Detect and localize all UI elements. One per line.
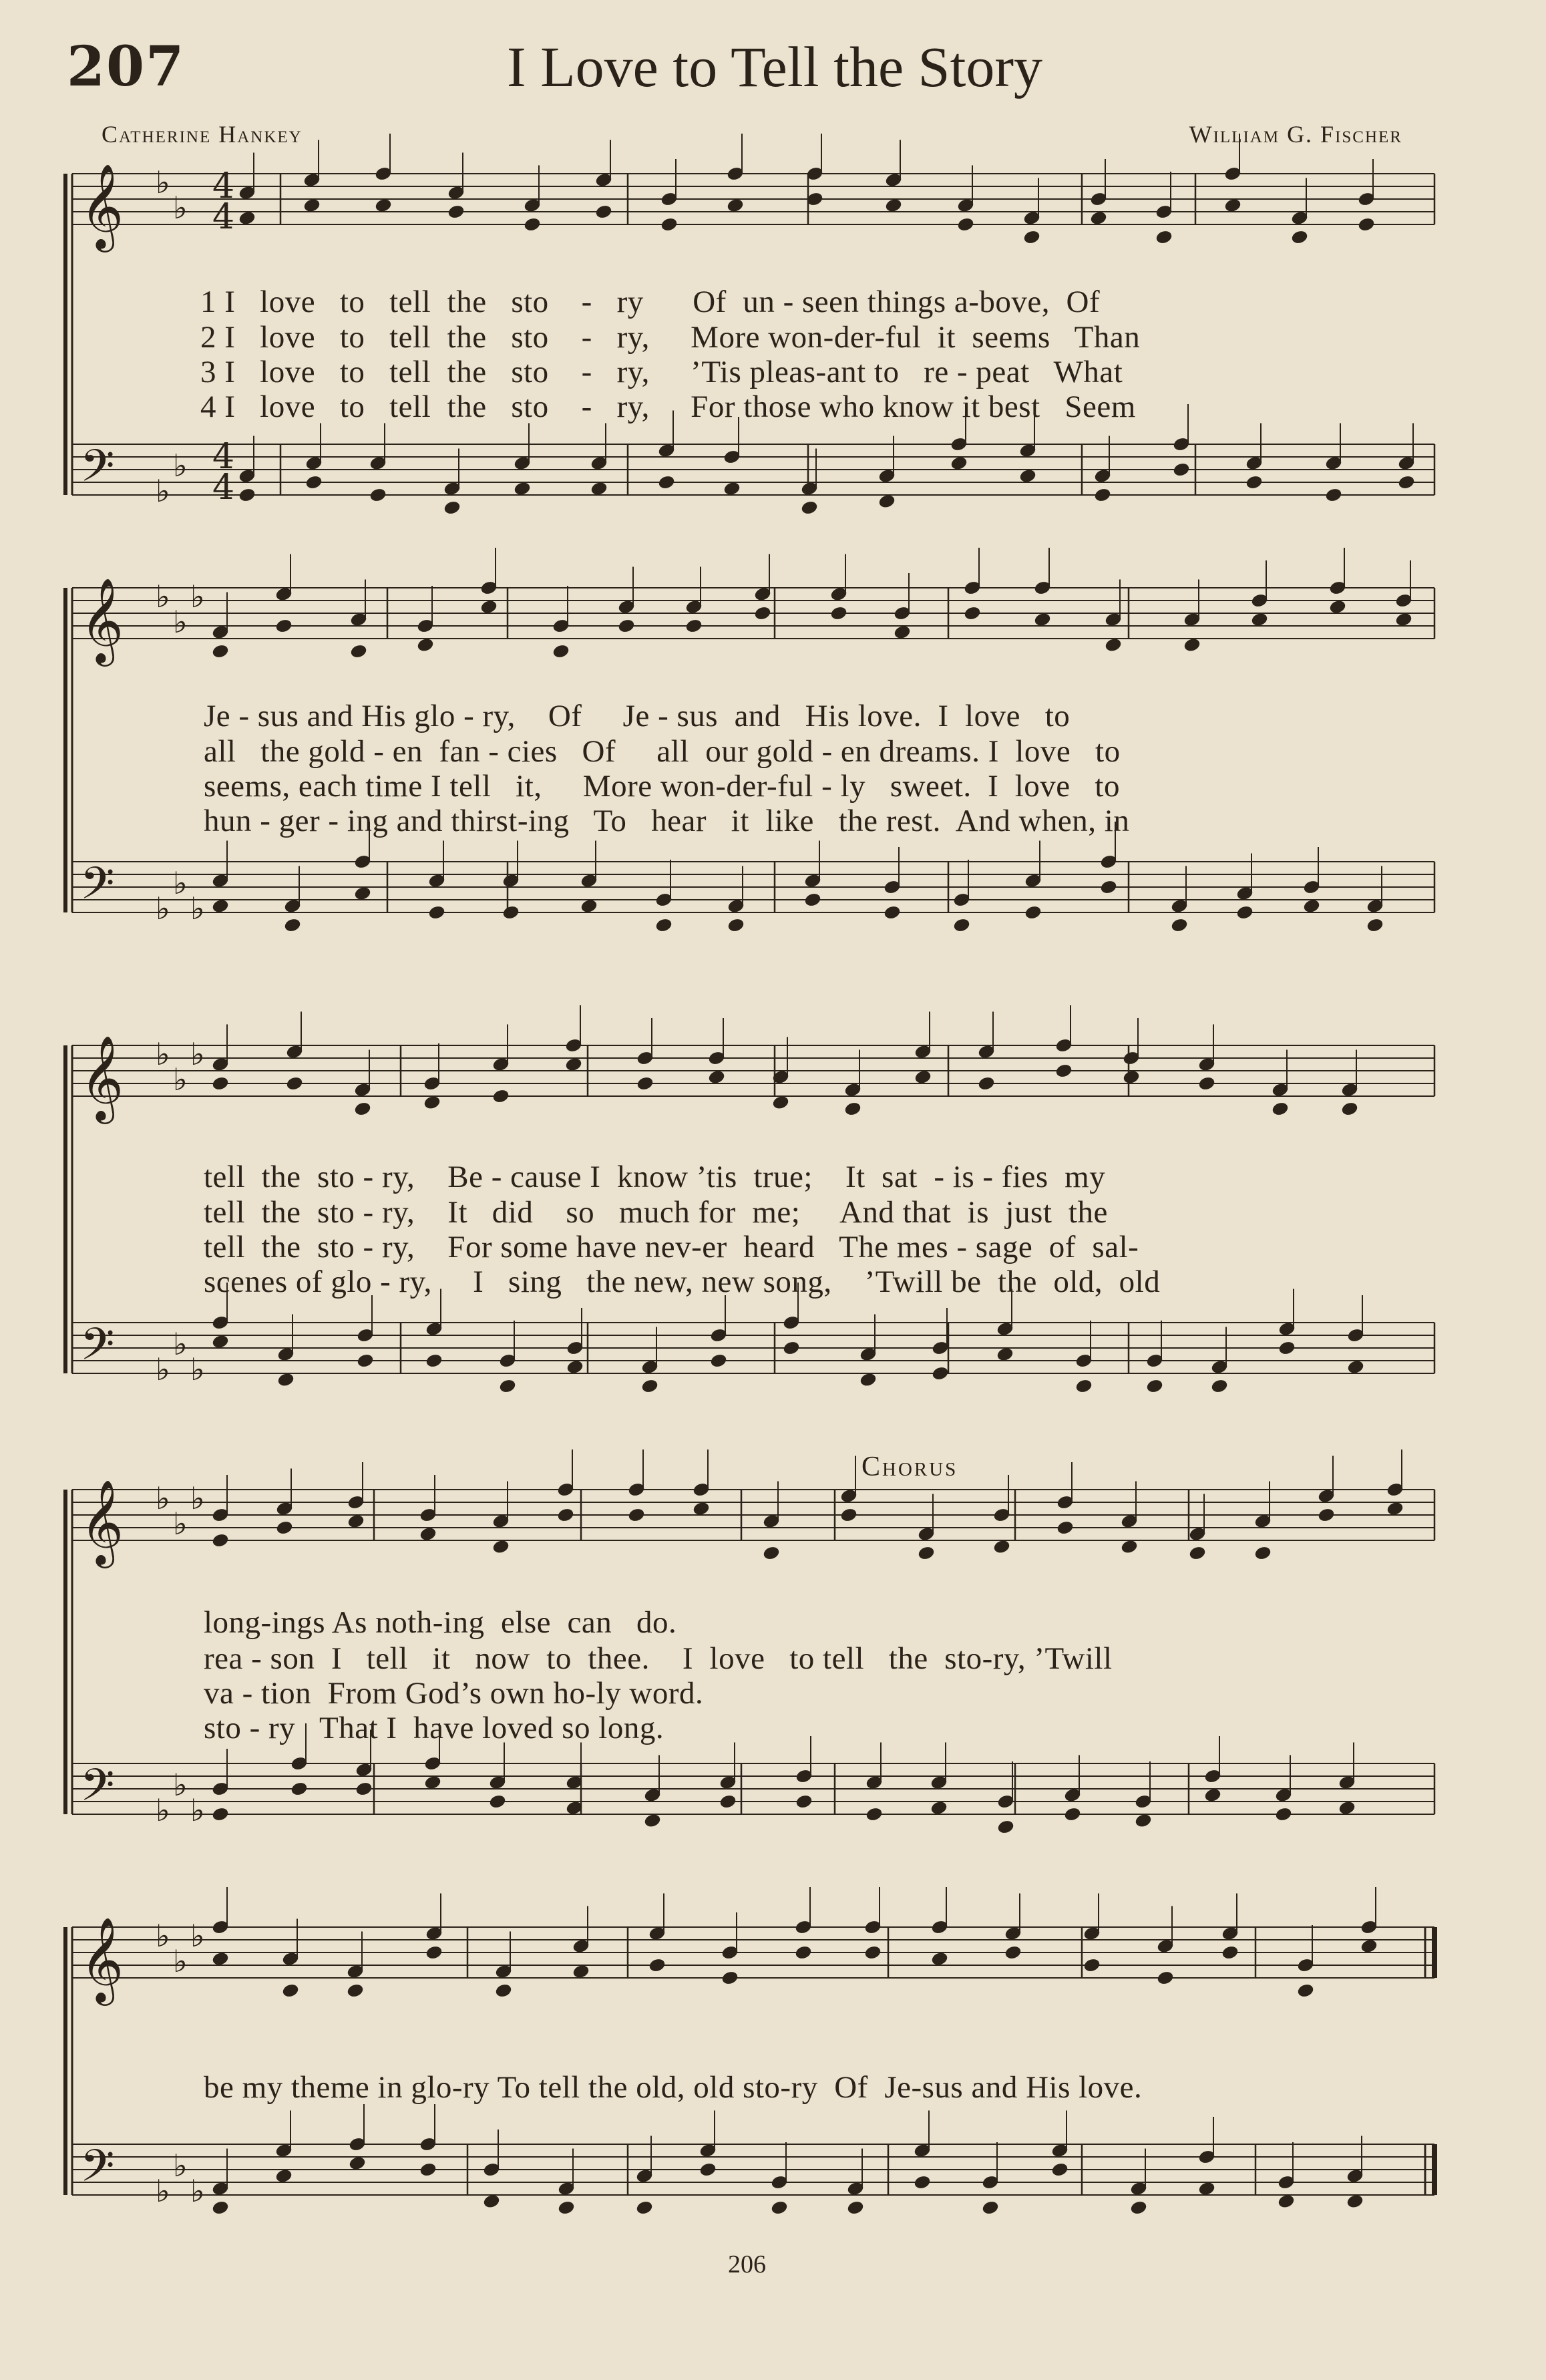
svg-text:4: 4 [212,468,235,508]
lyric-line: tell the sto - ry, It did so much for me; And that is just the [204,1195,1108,1230]
lyric-line: all the gold - en fan - cies Of all our gold - en dreams. I love to [204,734,1121,769]
svg-text:♭: ♭ [190,890,205,926]
lyric-line: tell the sto - ry, Be - cause I know ’tis true; It sat - is - fies my [204,1160,1106,1194]
svg-text:♭: ♭ [173,1326,188,1362]
lyric-line: 3 I love to tell the sto - ry, ’Tis pleas-ant to re - peat What [200,355,1123,389]
svg-text:♭: ♭ [156,890,170,926]
svg-text:♭: ♭ [190,578,205,615]
svg-text:♭: ♭ [173,1506,188,1542]
svg-text:𝄢: 𝄢 [80,1319,115,1381]
svg-text:♭: ♭ [156,473,170,509]
lyric-line: scenes of glo - ry, I sing the new, new song, ’Twill be the old, old [204,1264,1161,1299]
svg-text:𝄞: 𝄞 [80,163,124,248]
svg-text:𝄢: 𝄢 [80,1759,115,1822]
svg-text:♭: ♭ [190,1918,205,1954]
svg-text:𝄢: 𝄢 [80,440,115,502]
svg-text:♭: ♭ [190,1480,205,1516]
svg-text:♭: ♭ [173,448,188,484]
chorus-label: Chorus [861,1452,958,1482]
hymn-title: I Love to Tell the Story [506,35,1043,99]
lyric-line: sto - ry That I have loved so long. [204,1711,664,1745]
lyric-line: tell the sto - ry, For some have nev-er heard The mes - sage of sal- [204,1230,1139,1264]
svg-text:♭: ♭ [173,1061,188,1097]
lyric-line: 2 I love to tell the sto - ry, More won-der-ful it seems Than [200,320,1141,355]
lyric-line: rea - son I tell it now to thee. I love to tell the sto-ry, ’Twill [204,1641,1113,1676]
hymn-number: 207 [67,35,186,99]
svg-text:♭: ♭ [190,1036,205,1072]
lyric-line: hun - ger - ing and thirst-ing To hear it like the rest. And when, in [204,804,1130,838]
svg-text:♭: ♭ [190,2173,205,2209]
svg-text:4: 4 [212,166,235,206]
svg-text:♭: ♭ [190,1351,205,1387]
lyric-line: long-ings As noth-ing else can do. [204,1605,677,1640]
svg-text:𝄢: 𝄢 [80,2140,115,2202]
svg-text:4: 4 [212,197,235,237]
svg-text:♭: ♭ [156,1036,170,1072]
svg-text:♭: ♭ [156,2173,170,2209]
lyric-line: va - tion From God’s own ho-ly word. [204,1676,704,1711]
svg-text:♭: ♭ [156,164,170,200]
svg-text:𝄞: 𝄞 [80,577,124,663]
svg-text:𝄞: 𝄞 [80,1479,124,1564]
svg-text:♭: ♭ [156,1351,170,1387]
lyricist-credit: Catherine Hankey [102,121,303,148]
svg-text:♭: ♭ [173,2148,188,2184]
svg-text:♭: ♭ [156,578,170,615]
composer-credit: William G. Fischer [1189,121,1402,148]
svg-text:𝄞: 𝄞 [80,1035,124,1120]
lyric-line: Je - sus and His glo - ry, Of Je - sus and His love. I love to [204,699,1071,733]
svg-text:♭: ♭ [156,1918,170,1954]
lyric-line: be my theme in glo-ry To tell the old, old sto-ry Of Je-sus and His love. [204,2070,1143,2105]
svg-text:♭: ♭ [156,1792,170,1828]
svg-text:♭: ♭ [173,190,188,226]
svg-text:♭: ♭ [173,1767,188,1803]
svg-text:♭: ♭ [173,1943,188,1979]
svg-text:𝄞: 𝄞 [80,1916,124,2002]
svg-text:𝄢: 𝄢 [80,858,115,920]
svg-text:♭: ♭ [173,865,188,901]
lyric-line: seems, each time I tell it, More won-der-ful - ly sweet. I love to [204,769,1120,804]
svg-text:4: 4 [212,437,235,477]
lyric-line: 1 I love to tell the sto - ry Of un - seen things a-bove, Of [200,285,1101,319]
page-number: 206 [728,2250,766,2278]
svg-text:♭: ♭ [156,1480,170,1516]
svg-text:♭: ♭ [190,1792,205,1828]
svg-text:♭: ♭ [173,604,188,640]
lyric-line: 4 I love to tell the sto - ry, For those who know it best Seem [200,389,1136,424]
